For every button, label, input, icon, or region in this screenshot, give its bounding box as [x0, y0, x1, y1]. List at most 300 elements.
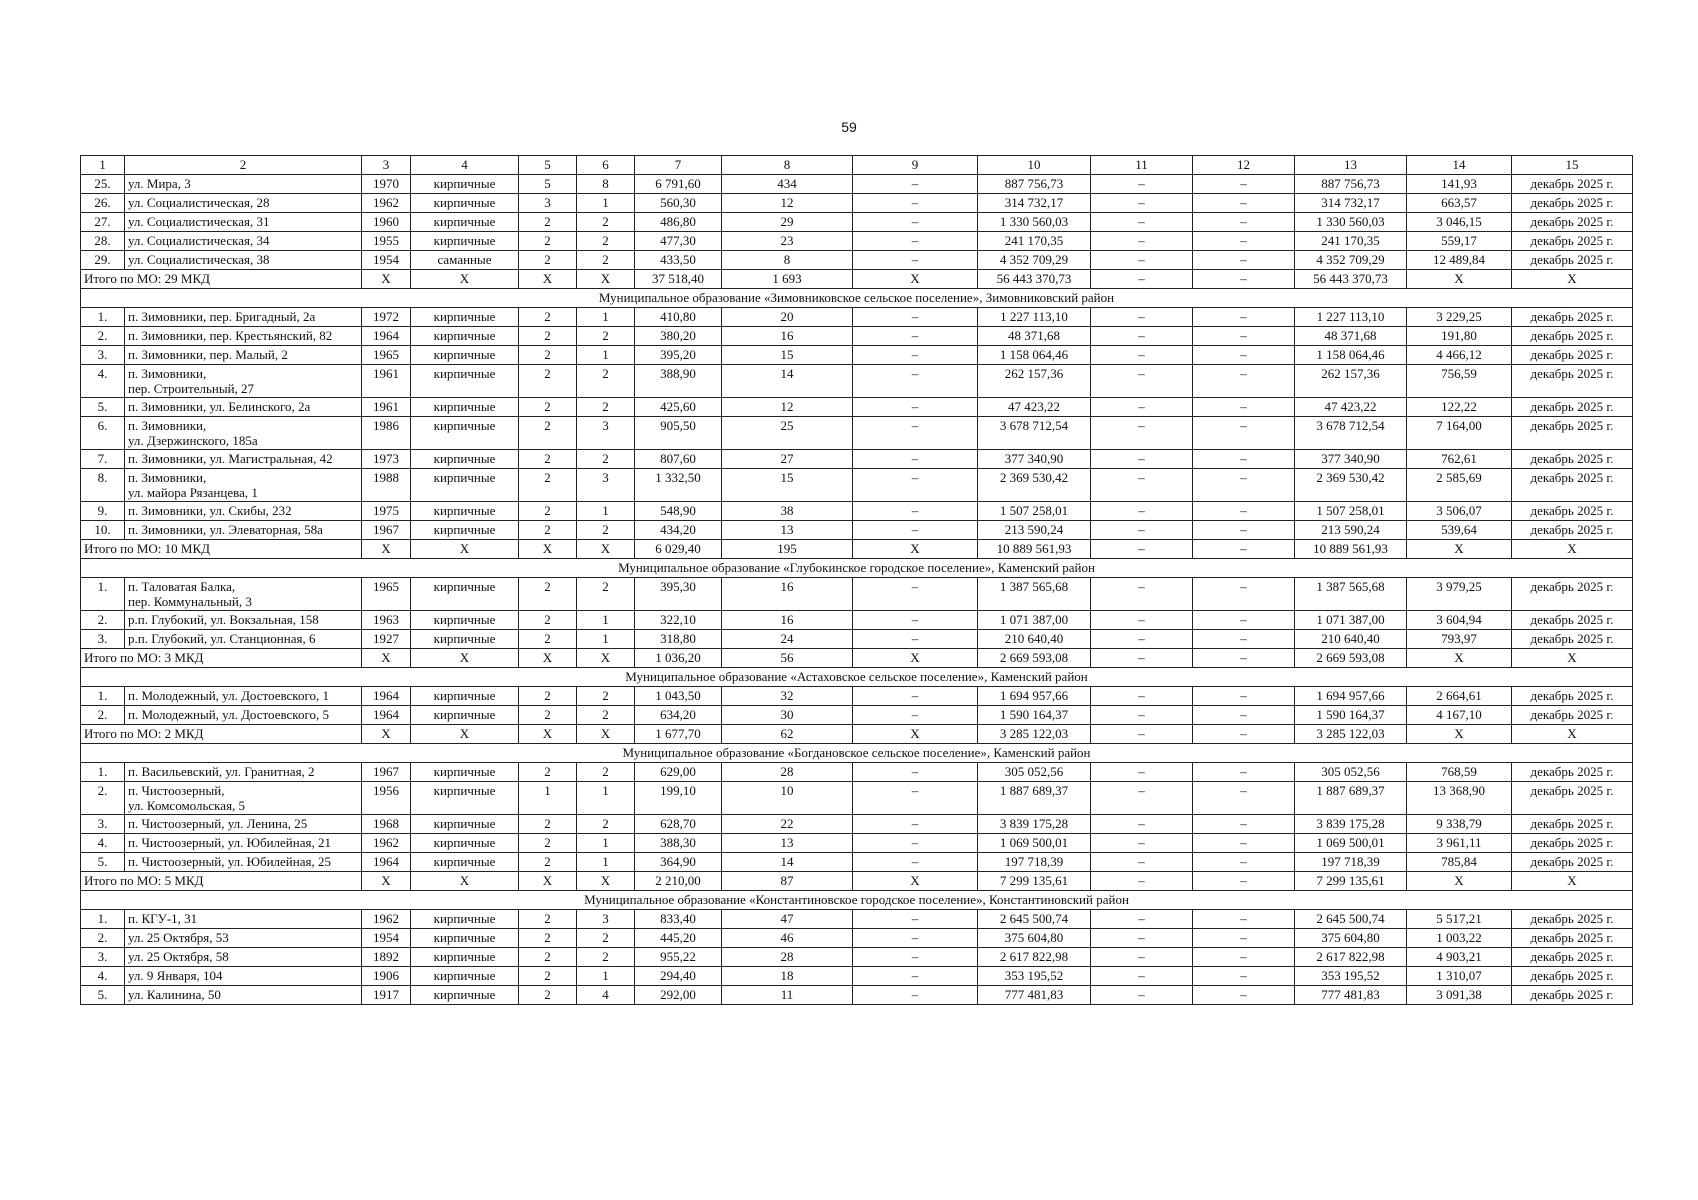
data-cell: 375 604,80 [978, 929, 1091, 948]
total-cell: X [577, 872, 635, 891]
data-cell: 199,10 [635, 782, 722, 815]
data-cell: кирпичные [411, 450, 519, 469]
total-cell: X [362, 872, 411, 891]
data-cell: декабрь 2025 г. [1512, 782, 1633, 815]
total-cell: 2 669 593,08 [978, 649, 1091, 668]
data-cell: 955,22 [635, 948, 722, 967]
data-cell: 1 069 500,01 [1295, 834, 1407, 853]
data-cell: 1962 [362, 194, 411, 213]
data-cell: 16 [722, 327, 853, 346]
total-cell: 56 [722, 649, 853, 668]
column-header-11: 11 [1091, 156, 1193, 175]
data-cell: 4 167,10 [1407, 706, 1512, 725]
row-number: 3. [81, 346, 125, 365]
data-cell: 1 003,22 [1407, 929, 1512, 948]
row-number: 1. [81, 687, 125, 706]
data-cell: 1962 [362, 834, 411, 853]
data-cell: – [1193, 346, 1295, 365]
data-cell: 1986 [362, 417, 411, 450]
data-cell: 12 [722, 398, 853, 417]
data-cell: 2 [519, 834, 577, 853]
row-number: 1. [81, 910, 125, 929]
data-cell: 1970 [362, 175, 411, 194]
data-cell: 22 [722, 815, 853, 834]
data-cell: 2 [519, 578, 577, 611]
data-cell: – [853, 834, 978, 853]
data-cell: – [1091, 853, 1193, 872]
data-cell: 1968 [362, 815, 411, 834]
data-cell: 2 [519, 630, 577, 649]
data-cell: кирпичные [411, 502, 519, 521]
total-label: Итого по МО: 5 МКД [81, 872, 362, 891]
table-row [81, 469, 1633, 502]
data-cell: 2 [577, 251, 635, 270]
column-header-3: 3 [362, 156, 411, 175]
row-number: 8. [81, 469, 125, 502]
total-cell: X [853, 725, 978, 744]
data-cell: – [1193, 578, 1295, 611]
data-cell: 1954 [362, 251, 411, 270]
total-cell: X [519, 725, 577, 744]
data-cell: 10 [722, 782, 853, 815]
total-cell: X [853, 872, 978, 891]
data-cell: – [1193, 967, 1295, 986]
data-cell: 1964 [362, 853, 411, 872]
data-cell: 2 [519, 521, 577, 540]
data-cell: 28 [722, 763, 853, 782]
data-cell: кирпичные [411, 948, 519, 967]
data-cell: – [853, 611, 978, 630]
data-cell: кирпичные [411, 967, 519, 986]
data-cell: 305 052,56 [978, 763, 1091, 782]
data-cell: 477,30 [635, 232, 722, 251]
data-cell: 1 227 113,10 [1295, 308, 1407, 327]
total-cell: X [853, 649, 978, 668]
municipality-title: Муниципальное образование «Глубокинское городское поселение», Каменский район [81, 559, 1633, 578]
row-number: 2. [81, 611, 125, 630]
data-cell: – [853, 346, 978, 365]
address-cell: ул. Мира, 3 [125, 175, 362, 194]
address-cell: р.п. Глубокий, ул. Станционная, 6 [125, 630, 362, 649]
data-cell: 1 590 164,37 [1295, 706, 1407, 725]
total-cell: X [411, 540, 519, 559]
data-cell: кирпичные [411, 611, 519, 630]
address-cell: ул. Социалистическая, 28 [125, 194, 362, 213]
data-cell: 2 [577, 706, 635, 725]
column-header-13: 13 [1295, 156, 1407, 175]
data-cell: 410,80 [635, 308, 722, 327]
data-cell: 388,90 [635, 365, 722, 398]
data-cell: – [1193, 706, 1295, 725]
data-cell: – [853, 450, 978, 469]
data-cell: 1967 [362, 763, 411, 782]
data-cell: 1961 [362, 398, 411, 417]
data-cell: 1917 [362, 986, 411, 1005]
data-cell: 30 [722, 706, 853, 725]
data-cell: декабрь 2025 г. [1512, 929, 1633, 948]
data-cell: 793,97 [1407, 630, 1512, 649]
data-cell: – [1193, 611, 1295, 630]
data-cell: 1 [577, 782, 635, 815]
data-cell: – [853, 948, 978, 967]
data-cell: декабрь 2025 г. [1512, 346, 1633, 365]
column-header-12: 12 [1193, 156, 1295, 175]
data-cell: декабрь 2025 г. [1512, 706, 1633, 725]
data-cell: 318,80 [635, 630, 722, 649]
municipality-section-row [81, 744, 1633, 763]
data-cell: – [853, 763, 978, 782]
row-number: 29. [81, 251, 125, 270]
row-number: 2. [81, 782, 125, 815]
data-cell: 1 [577, 502, 635, 521]
municipality-title: Муниципальное образование «Константиновское городское поселение», Константиновский район [81, 891, 1633, 910]
address-cell: п. Чистоозерный, ул. Юбилейная, 25 [125, 853, 362, 872]
total-cell: X [362, 270, 411, 289]
data-cell: 1 332,50 [635, 469, 722, 502]
data-cell: 1 330 560,03 [1295, 213, 1407, 232]
data-cell: 1 507 258,01 [978, 502, 1091, 521]
data-cell: 3 046,15 [1407, 213, 1512, 232]
total-cell: 1 677,70 [635, 725, 722, 744]
data-cell: 434,20 [635, 521, 722, 540]
data-cell: 23 [722, 232, 853, 251]
data-cell: 197 718,39 [1295, 853, 1407, 872]
data-cell: 1 590 164,37 [978, 706, 1091, 725]
data-cell: – [1193, 251, 1295, 270]
row-number: 6. [81, 417, 125, 450]
table-row [81, 853, 1633, 872]
data-cell: – [1091, 450, 1193, 469]
data-cell: декабрь 2025 г. [1512, 450, 1633, 469]
data-cell: кирпичные [411, 910, 519, 929]
data-cell: 1964 [362, 687, 411, 706]
total-cell: X [1512, 872, 1633, 891]
data-cell: кирпичные [411, 469, 519, 502]
total-cell: X [577, 649, 635, 668]
data-cell: 1 069 500,01 [978, 834, 1091, 853]
data-cell: 1 [577, 611, 635, 630]
data-cell: 433,50 [635, 251, 722, 270]
total-cell: 3 285 122,03 [978, 725, 1091, 744]
column-header-4: 4 [411, 156, 519, 175]
data-cell: 2 [519, 910, 577, 929]
data-cell: 9 338,79 [1407, 815, 1512, 834]
data-cell: 559,17 [1407, 232, 1512, 251]
total-cell: – [1193, 725, 1295, 744]
table-row [81, 929, 1633, 948]
total-cell: X [519, 540, 577, 559]
data-cell: 539,64 [1407, 521, 1512, 540]
data-cell: 46 [722, 929, 853, 948]
data-cell: 13 [722, 521, 853, 540]
data-cell: – [853, 194, 978, 213]
row-number: 4. [81, 365, 125, 398]
total-cell: X [1512, 270, 1633, 289]
data-cell: 292,00 [635, 986, 722, 1005]
total-cell: X [1407, 649, 1512, 668]
data-cell: декабрь 2025 г. [1512, 251, 1633, 270]
table-row [81, 521, 1633, 540]
total-cell: – [1193, 649, 1295, 668]
total-cell: X [362, 725, 411, 744]
data-cell: – [1091, 763, 1193, 782]
data-cell: 28 [722, 948, 853, 967]
data-cell: 395,30 [635, 578, 722, 611]
data-cell: 213 590,24 [978, 521, 1091, 540]
row-number: 26. [81, 194, 125, 213]
data-cell: – [1193, 782, 1295, 815]
table-row [81, 232, 1633, 251]
row-number: 5. [81, 398, 125, 417]
data-cell: – [1193, 469, 1295, 502]
data-cell: 4 352 709,29 [978, 251, 1091, 270]
data-cell: – [1091, 232, 1193, 251]
data-cell: 1963 [362, 611, 411, 630]
row-number: 2. [81, 327, 125, 346]
total-cell: X [577, 540, 635, 559]
data-cell: 322,10 [635, 611, 722, 630]
data-cell: – [853, 251, 978, 270]
data-cell: 314 732,17 [1295, 194, 1407, 213]
data-cell: 305 052,56 [1295, 763, 1407, 782]
total-cell: X [519, 872, 577, 891]
total-cell: 62 [722, 725, 853, 744]
address-cell: п. Чистоозерный, ул. Комсомольская, 5 [125, 782, 362, 815]
total-cell: X [411, 270, 519, 289]
data-cell: – [853, 365, 978, 398]
address-cell: п. Зимовники, ул. Дзержинского, 185а [125, 417, 362, 450]
total-cell: 2 669 593,08 [1295, 649, 1407, 668]
data-cell: 1 [577, 630, 635, 649]
total-cell: X [1407, 725, 1512, 744]
table-row [81, 502, 1633, 521]
data-cell: 38 [722, 502, 853, 521]
data-cell: кирпичные [411, 417, 519, 450]
table-row [81, 450, 1633, 469]
data-cell: 1988 [362, 469, 411, 502]
data-cell: 1972 [362, 308, 411, 327]
data-cell: – [1193, 910, 1295, 929]
data-cell: саманные [411, 251, 519, 270]
data-cell: 1 887 689,37 [978, 782, 1091, 815]
data-cell: 2 [577, 687, 635, 706]
address-cell: р.п. Глубокий, ул. Вокзальная, 158 [125, 611, 362, 630]
column-header-6: 6 [577, 156, 635, 175]
data-cell: – [1091, 687, 1193, 706]
row-number: 1. [81, 308, 125, 327]
address-cell: п. Зимовники, пер. Бригадный, 2а [125, 308, 362, 327]
data-cell: 548,90 [635, 502, 722, 521]
row-number: 27. [81, 213, 125, 232]
table-row [81, 346, 1633, 365]
data-cell: – [1091, 706, 1193, 725]
data-cell: 2 [577, 521, 635, 540]
data-cell: 14 [722, 853, 853, 872]
data-cell: – [853, 398, 978, 417]
data-cell: 12 489,84 [1407, 251, 1512, 270]
data-cell: 2 369 530,42 [978, 469, 1091, 502]
data-cell: 1 387 565,68 [1295, 578, 1407, 611]
data-cell: декабрь 2025 г. [1512, 834, 1633, 853]
data-cell: – [1193, 194, 1295, 213]
data-cell: – [1193, 365, 1295, 398]
data-cell: 2 [577, 578, 635, 611]
data-cell: 48 371,68 [1295, 327, 1407, 346]
data-cell: 756,59 [1407, 365, 1512, 398]
data-cell: 560,30 [635, 194, 722, 213]
address-cell: п. Зимовники, ул. Скибы, 232 [125, 502, 362, 521]
municipality-section-row [81, 668, 1633, 687]
data-cell: кирпичные [411, 834, 519, 853]
table-row [81, 815, 1633, 834]
data-cell: – [853, 175, 978, 194]
table-row [81, 986, 1633, 1005]
data-cell: кирпичные [411, 706, 519, 725]
data-cell: кирпичные [411, 630, 519, 649]
data-cell: 353 195,52 [978, 967, 1091, 986]
data-cell: 2 [577, 948, 635, 967]
row-number: 3. [81, 815, 125, 834]
data-cell: 2 [519, 611, 577, 630]
data-cell: 3 961,11 [1407, 834, 1512, 853]
total-cell: – [1091, 872, 1193, 891]
total-label: Итого по МО: 29 МКД [81, 270, 362, 289]
table-row [81, 763, 1633, 782]
municipality-section-row [81, 559, 1633, 578]
data-cell: кирпичные [411, 213, 519, 232]
data-cell: 2 664,61 [1407, 687, 1512, 706]
data-cell: 47 423,22 [1295, 398, 1407, 417]
data-cell: – [1193, 834, 1295, 853]
data-cell: 1 158 064,46 [1295, 346, 1407, 365]
data-cell: – [853, 213, 978, 232]
data-cell: 48 371,68 [978, 327, 1091, 346]
data-cell: – [1091, 365, 1193, 398]
data-cell: декабрь 2025 г. [1512, 308, 1633, 327]
data-cell: 1960 [362, 213, 411, 232]
data-cell: декабрь 2025 г. [1512, 232, 1633, 251]
data-cell: 2 [577, 213, 635, 232]
table-row [81, 417, 1633, 450]
total-cell: – [1091, 270, 1193, 289]
total-cell: – [1193, 872, 1295, 891]
data-cell: кирпичные [411, 327, 519, 346]
data-cell: 628,70 [635, 815, 722, 834]
data-cell: 2 [519, 365, 577, 398]
row-number: 4. [81, 967, 125, 986]
data-cell: 3 [577, 910, 635, 929]
data-cell: кирпичные [411, 815, 519, 834]
data-cell: 24 [722, 630, 853, 649]
housing-register-table [80, 155, 1633, 1005]
data-cell: 2 [519, 986, 577, 1005]
data-cell: 2 [519, 929, 577, 948]
data-cell: 2 [519, 687, 577, 706]
data-cell: 1 330 560,03 [978, 213, 1091, 232]
data-cell: – [853, 469, 978, 502]
data-cell: 2 [519, 398, 577, 417]
table-row [81, 706, 1633, 725]
data-cell: – [853, 910, 978, 929]
table-row [81, 194, 1633, 213]
total-cell: X [362, 540, 411, 559]
total-label: Итого по МО: 2 МКД [81, 725, 362, 744]
data-cell: 1 [577, 194, 635, 213]
table-row [81, 611, 1633, 630]
data-cell: 1 [577, 834, 635, 853]
total-cell: X [1407, 540, 1512, 559]
total-cell: X [577, 270, 635, 289]
data-cell: – [853, 232, 978, 251]
table-row [81, 782, 1633, 815]
total-cell: X [519, 270, 577, 289]
row-number: 5. [81, 853, 125, 872]
data-cell: декабрь 2025 г. [1512, 967, 1633, 986]
data-cell: 3 [577, 469, 635, 502]
data-cell: – [1091, 630, 1193, 649]
data-cell: декабрь 2025 г. [1512, 327, 1633, 346]
data-cell: 377 340,90 [978, 450, 1091, 469]
data-cell: 210 640,40 [978, 630, 1091, 649]
row-number: 5. [81, 986, 125, 1005]
data-cell: – [1091, 782, 1193, 815]
total-cell: 2 210,00 [635, 872, 722, 891]
data-cell: 2 [519, 450, 577, 469]
total-cell: X [411, 649, 519, 668]
data-cell: декабрь 2025 г. [1512, 417, 1633, 450]
data-cell: 241 170,35 [1295, 232, 1407, 251]
data-cell: 13 [722, 834, 853, 853]
data-cell: 785,84 [1407, 853, 1512, 872]
total-cell: X [853, 270, 978, 289]
table-row [81, 398, 1633, 417]
address-cell: ул. 9 Января, 104 [125, 967, 362, 986]
data-cell: – [1091, 194, 1193, 213]
data-cell: – [1091, 251, 1193, 270]
data-cell: – [1193, 398, 1295, 417]
row-number: 2. [81, 929, 125, 948]
data-cell: – [1193, 948, 1295, 967]
address-cell: п. Молодежный, ул. Достоевского, 5 [125, 706, 362, 725]
data-cell: – [853, 929, 978, 948]
data-cell: 1927 [362, 630, 411, 649]
address-cell: п. Васильевский, ул. Гранитная, 2 [125, 763, 362, 782]
data-cell: декабрь 2025 г. [1512, 213, 1633, 232]
data-cell: 1892 [362, 948, 411, 967]
total-cell: 10 889 561,93 [1295, 540, 1407, 559]
data-cell: 8 [577, 175, 635, 194]
total-cell: 1 693 [722, 270, 853, 289]
data-cell: декабрь 2025 г. [1512, 578, 1633, 611]
address-cell: п. Зимовники, ул. Белинского, 2а [125, 398, 362, 417]
data-cell: кирпичные [411, 194, 519, 213]
data-cell: 314 732,17 [978, 194, 1091, 213]
data-cell: 807,60 [635, 450, 722, 469]
column-number-row [81, 156, 1633, 175]
data-cell: 2 [519, 251, 577, 270]
page-number: 59 [841, 119, 857, 135]
data-cell: 1956 [362, 782, 411, 815]
data-cell: 2 [519, 967, 577, 986]
data-cell: – [1091, 948, 1193, 967]
data-cell: – [853, 327, 978, 346]
data-cell: – [1091, 417, 1193, 450]
data-cell: 14 [722, 365, 853, 398]
table-row [81, 687, 1633, 706]
data-cell: кирпичные [411, 308, 519, 327]
data-cell: 353 195,52 [1295, 967, 1407, 986]
data-cell: кирпичные [411, 687, 519, 706]
